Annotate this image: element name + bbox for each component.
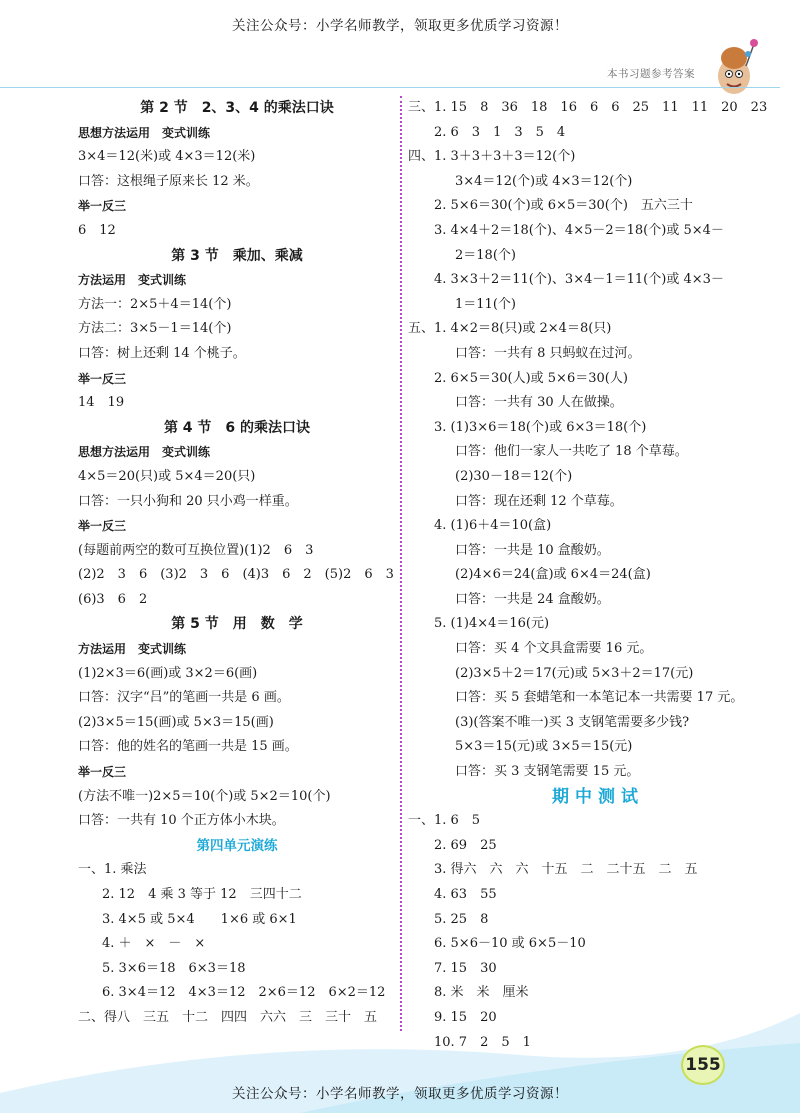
- section-title: 第 3 节 乘加、乘减: [171, 247, 303, 264]
- answer-line: 口答：他的姓名的笔画一共是 15 画。: [78, 739, 298, 755]
- answer-line: 2. 69 25: [434, 837, 497, 853]
- right-column: [408, 96, 788, 1055]
- answer-line: 5. 25 8: [434, 911, 489, 927]
- answer-line: 1＝11(个): [455, 296, 516, 312]
- answer-line: (2)3×5＝15(画)或 5×3＝15(画): [78, 714, 274, 730]
- answer-line: 2. 5×6＝30(个)或 6×5＝30(个) 五六三十: [434, 198, 693, 214]
- answer-line: (6)3 6 2: [78, 591, 148, 607]
- answer-line: 14 19: [78, 395, 125, 411]
- column-divider: [400, 96, 402, 1031]
- answer-line: 4. ＋ × － ×: [102, 936, 206, 952]
- answer-line: 口答：他们一家人一共吃了 18 个草莓。: [455, 444, 688, 460]
- answer-line: 10. 7 2 5 1: [434, 1034, 531, 1050]
- answer-line: 2. 12 4 乘 3 等于 12 三四十二: [102, 887, 302, 902]
- answer-line: 三、1. 15 8 36 18 16 6 6 25 11 11 20 23: [408, 100, 768, 115]
- page-number: 155: [681, 1045, 725, 1085]
- answer-line: 3×4＝12(米)或 4×3＝12(米): [78, 149, 256, 165]
- answer-line: 6. 3×4＝12 4×3＝12 2×6＝12 6×2＝12: [102, 985, 386, 1001]
- answer-line: 3. 4×5 或 5×4 1×6 或 6×1: [102, 911, 297, 927]
- answer-line: (3)(答案不唯一)买 3 支钢笔需要多少钱?: [455, 714, 690, 730]
- answer-line: 3. (1)3×6＝18(个)或 6×3＝18(个): [434, 419, 647, 435]
- subsection-label: 举一反三: [78, 371, 127, 386]
- answer-line: 2＝18(个): [455, 247, 516, 263]
- answer-line: 方法一：2×5＋4＝14(个): [78, 296, 232, 312]
- unit-title: 期中测试: [552, 786, 644, 807]
- answer-line: 口答：这根绳子原来长 12 米。: [78, 173, 259, 189]
- answer-line: 5×3＝15(元)或 3×5＝15(元): [455, 739, 633, 755]
- answer-line: (2)4×6＝24(盒)或 6×4＝24(盒): [455, 567, 651, 583]
- subsection-label: 举一反三: [78, 519, 127, 534]
- answer-line: 口答：现在还剩 12 个草莓。: [455, 493, 623, 509]
- answer-line: 口答：一共是 10 盒酸奶。: [455, 542, 610, 558]
- answer-line: 口答：一只小狗和 20 只小鸡一样重。: [78, 493, 298, 509]
- answer-line: (方法不唯一)2×5＝10(个)或 5×2＝10(个): [78, 788, 331, 804]
- answer-line: 4×5＝20(只)或 5×4＝20(只): [78, 468, 256, 484]
- top-banner: 关注公众号：小学名师教学，领取更多优质学习资源！: [232, 18, 568, 34]
- answer-line: (2)3×5＋2＝17(元)或 5×3＋2＝17(元): [455, 665, 694, 681]
- answer-line: (2)30－18＝12(个): [455, 468, 573, 484]
- answer-line: 4. 63 55: [434, 887, 497, 902]
- section-title: 第 4 节 6 的乘法口诀: [163, 419, 311, 436]
- answer-line: 一、1. 乘法: [78, 862, 147, 878]
- answer-line: 3. 得六 六 六 十五 二 二十五 二 五: [434, 862, 698, 878]
- answer-line: 方法二：3×5－1＝14(个): [78, 321, 232, 337]
- subsection-label: 思想方法运用 变式训练: [78, 445, 211, 460]
- answer-line: 四、1. 3＋3＋3＋3＝12(个): [408, 149, 576, 165]
- section-title: 第 2 节 2、3、4 的乘法口诀: [140, 100, 334, 116]
- answer-line: (2)2 3 6 (3)2 3 6 (4)3 6 2 (5)2 6 3: [78, 567, 394, 583]
- answer-line: 3×4＝12(个)或 4×3＝12(个): [455, 173, 633, 189]
- answer-line: 口答：树上还剩 14 个桃子。: [78, 345, 246, 361]
- answer-line: 6. 5×6－10 或 6×5－10: [434, 936, 586, 952]
- answer-line: 五、1. 4×2＝8(只)或 2×4＝8(只): [408, 321, 612, 337]
- answer-line: 9. 15 20: [434, 1009, 497, 1025]
- answer-line: 口答：汉字“吕”的笔画一共是 6 画。: [78, 690, 290, 706]
- answer-line: 口答：买 5 套蜡笔和一本笔记本一共需要 17 元。: [455, 690, 744, 706]
- mascot-icon: [712, 36, 760, 100]
- header-rule: [0, 87, 780, 88]
- answer-line: 口答：一共有 10 个正方体小木块。: [78, 813, 285, 829]
- answer-line: 口答：一共有 8 只蚂蚁在过河。: [455, 345, 641, 361]
- subsection-label: 思想方法运用 变式训练: [78, 125, 211, 140]
- answer-line: (1)2×3＝6(画)或 3×2＝6(画): [78, 665, 258, 681]
- answer-line: 4. (1)6＋4＝10(盒): [434, 518, 552, 534]
- answer-line: 口答：买 4 个文具盒需要 16 元。: [455, 641, 653, 657]
- answer-line: 6 12: [78, 222, 116, 238]
- answer-key-label: 本书习题参考答案: [607, 68, 695, 80]
- bottom-banner: 关注公众号：小学名师教学，领取更多优质学习资源！: [232, 1086, 568, 1102]
- answer-line: (每题前两空的数可互换位置)(1)2 6 3: [78, 542, 314, 558]
- answer-line: 一、1. 6 5: [408, 813, 481, 829]
- answer-line: 3. 4×4＋2＝18(个)、4×5－2＝18(个)或 5×4－: [434, 222, 724, 238]
- subsection-label: 方法运用 变式训练: [78, 273, 187, 288]
- subsection-label: 举一反三: [78, 765, 127, 780]
- answer-line: 口答：一共有 30 人在做操。: [455, 395, 623, 411]
- answer-line: 4. 3×3＋2＝11(个)、3×4－1＝11(个)或 4×3－: [434, 272, 724, 288]
- answer-line: 口答：买 3 支钢笔需要 15 元。: [455, 764, 640, 780]
- section-title: 第 5 节 用 数 学: [171, 616, 303, 633]
- subsection-label: 举一反三: [78, 199, 127, 214]
- answer-line: 2. 6×5＝30(人)或 5×6＝30(人): [434, 370, 628, 386]
- answer-line: 5. (1)4×4＝16(元): [434, 616, 550, 632]
- answer-line: 7. 15 30: [434, 960, 497, 976]
- answer-line: 二、得八 三五 十二 四四 六六 三 三十 五: [78, 1009, 378, 1025]
- left-column: [78, 96, 396, 1031]
- subsection-label: 方法运用 变式训练: [78, 642, 187, 657]
- answer-line: 2. 6 3 1 3 5 4: [434, 124, 566, 140]
- unit-title: 第四单元演练: [196, 837, 278, 854]
- answer-line: 口答：一共是 24 盒酸奶。: [455, 591, 610, 607]
- answer-line: 5. 3×6＝18 6×3＝18: [102, 960, 246, 976]
- answer-line: 8. 米 米 厘米: [434, 985, 529, 1001]
